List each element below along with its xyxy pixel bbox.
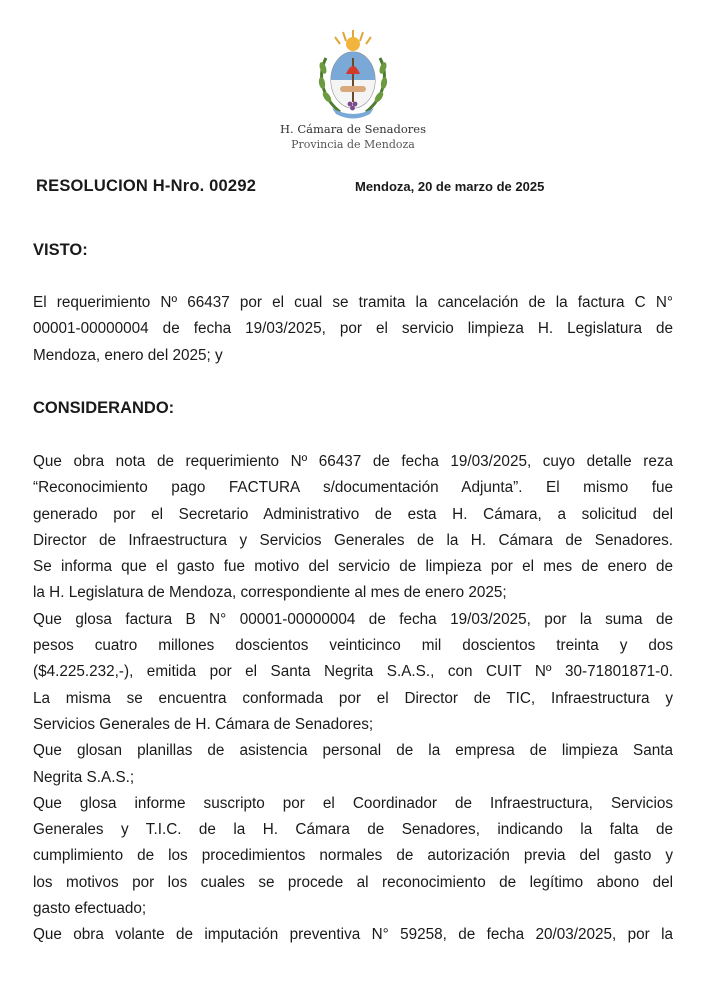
text-line: 00001-00000004 de fecha 19/03/2025, por el servicio limpieza H. Legislatura de [33,320,673,338]
considerando-paragraph [33,607,673,738]
text-line: Que glosa factura B N° 00001-00000004 de fecha 19/03/2025, por la suma de [33,610,673,628]
considerando-paragraph [33,922,673,948]
text-line: Servicios Generales de H. Cámara de Senadores; [33,715,374,733]
text-line: Generales y T.I.C. de la H. Cámara de Senadores, indicando la falta de [33,821,673,839]
considerando-paragraph [33,791,673,922]
org-province: Provincia de Mendoza [291,138,415,151]
resolution-date: Mendoza, 20 de marzo de 2025 [355,179,545,194]
considerando-paragraph [33,449,673,607]
text-line: Que obra nota de requerimiento Nº 66437 de fecha 19/03/2025, cuyo detalle reza [33,453,673,470]
considerando-heading: CONSIDERANDO: [33,399,175,417]
provincial-coat-of-arms-icon [310,28,396,120]
considerando-paragraph [33,738,673,791]
text-line: cumplimiento de los procedimientos normales de autorización previa del gasto y [33,847,673,865]
text-line: “Reconocimiento pago FACTURA s/documentación Adjunta”. El mismo fue [33,479,673,497]
text-line: La misma se encuentra conformada por el Director de TIC, Infraestructura y [33,689,673,707]
text-line: generado por el Secretario Administrativo de esta H. Cámara, a solicitud del [33,505,673,523]
text-line: Director de Infraestructura y Servicios Generales de la H. Cámara de Senadores. [33,531,673,549]
visto-paragraph [33,290,673,369]
text-line: Que glosa informe suscripto por el Coordinador de Infraestructura, Servicios [33,794,673,812]
text-line: Negrita S.A.S.; [33,768,135,786]
text-line: ($4.225.232,-), emitida por el Santa Negrita S.A.S., con CUIT Nº 30-71801871-0. [33,663,673,681]
text-line: pesos cuatro millones doscientos veinticinco mil doscientos treinta y dos [33,637,673,655]
resolution-number: RESOLUCION H-Nro. 00292 [36,177,257,195]
text-line: El requerimiento Nº 66437 por el cual se tramita la cancelación de la factura C N° [33,294,673,311]
considerando-body [33,449,673,949]
org-name: H. Cámara de Senadores [279,122,427,136]
text-line: Que obra volante de imputación preventiva N° 59258, de fecha 20/03/2025, por la [33,926,673,944]
text-line: los motivos por los cuales se procede al reconocimiento de legítimo abono del [33,873,673,891]
text-line: la H. Legislatura de Mendoza, correspondiente al mes de enero 2025; [33,584,507,602]
text-line: Que glosan planillas de asistencia personal de la empresa de limpieza Santa [33,742,673,760]
text-line: gasto efectuado; [33,900,147,918]
visto-heading: VISTO: [33,241,88,259]
text-line: Mendoza, enero del 2025; y [33,346,223,364]
text-line: Se informa que el gasto fue motivo del servicio de limpieza por el mes de enero de [33,558,673,576]
